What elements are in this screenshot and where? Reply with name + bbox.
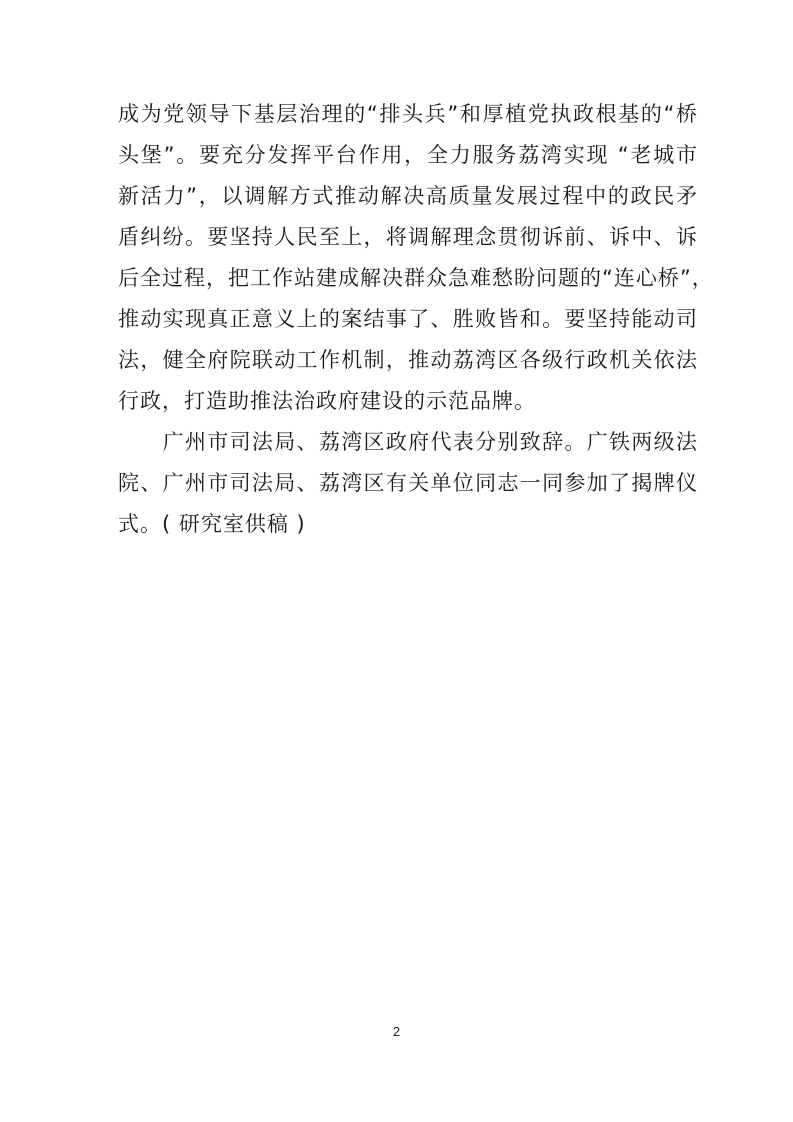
body-text-line: 法，健全府院联动工作机制，推动荔湾区各级行政机关依法 [118, 348, 698, 372]
page-number: 2 [392, 1024, 401, 1039]
body-text-line: 广州市司法局、荔湾区政府代表分别致辞。广铁两级法 [118, 430, 698, 454]
body-text-line: 新活力”，以调解方式推动解决高质量发展过程中的政民矛 [118, 184, 698, 208]
body-text-line: 成为党领导下基层治理的“排头兵”和厚植党执政根基的“桥 [118, 102, 698, 126]
body-text-line: 推动实现真正意义上的案结事了、胜败皆和。要坚持能动司 [118, 307, 698, 331]
body-text-line: 行政，打造助推法治政府建设的示范品牌。 [118, 389, 536, 413]
body-text-line: 式。( 研究室供稿 ) [118, 512, 306, 536]
body-text-line: 头堡”。要充分发挥平台作用，全力服务荔湾实现 “老城市 [118, 143, 698, 167]
body-text-line: 院、广州市司法局、荔湾区有关单位同志一同参加了揭牌仪 [118, 471, 698, 495]
body-text-line: 盾纠纷。要坚持人民至上，将调解理念贯彻诉前、诉中、诉 [118, 225, 698, 249]
body-text-line: 后全过程，把工作站建成解决群众急难愁盼问题的“连心桥”， [118, 266, 714, 290]
